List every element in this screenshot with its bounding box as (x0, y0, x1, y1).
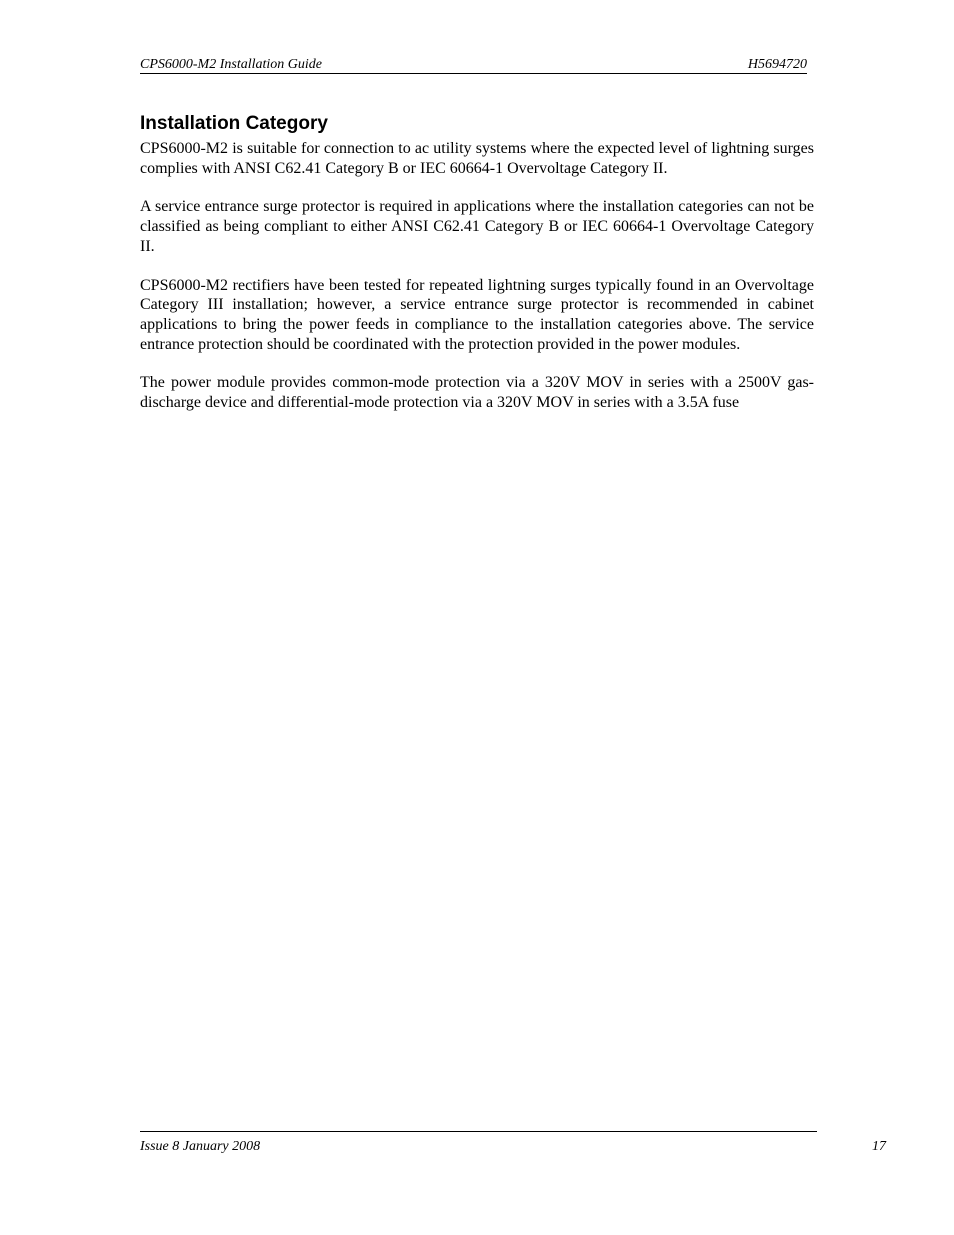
section-heading: Installation Category (140, 113, 328, 134)
paragraph-2: A service entrance surge protector is required in applications where the installation categories can not be classified as being compliant to either ANSI C62.41 Category B or IEC 60664-1 Overvoltage Category II. (140, 198, 814, 255)
footer-divider (140, 1131, 817, 1132)
paragraph-3: CPS6000-M2 rectifiers have been tested for repeated lightning surges typically found in an Overvoltage Category III installation; however, a service entrance surge protector is recommended in cabinet applications to bring the power feeds in compliance to the installation categories above. The service entrance protection should be coordinated with the protection provided in the power modules. (140, 276, 814, 353)
footer-issue: Issue 8 January 2008 (140, 1139, 261, 1154)
page-header (140, 57, 807, 74)
page-number: 17 (872, 1139, 886, 1154)
header-doc-number: H5694720 (747, 57, 807, 72)
paragraph-4: The power module provides common-mode protection via a 320V MOV in series with a 2500V gas-discharge device and differential-mode protection via a 320V MOV in series with a 3.5A fuse (140, 374, 814, 412)
paragraph-1: CPS6000-M2 is suitable for connection to ac utility systems where the expected level of lightning surges complies with ANSI C62.41 Category B or IEC 60664-1 Overvoltage Category II. (140, 140, 814, 177)
section-installation-category (140, 112, 814, 432)
header-title: CPS6000-M2 Installation Guide (140, 57, 322, 72)
